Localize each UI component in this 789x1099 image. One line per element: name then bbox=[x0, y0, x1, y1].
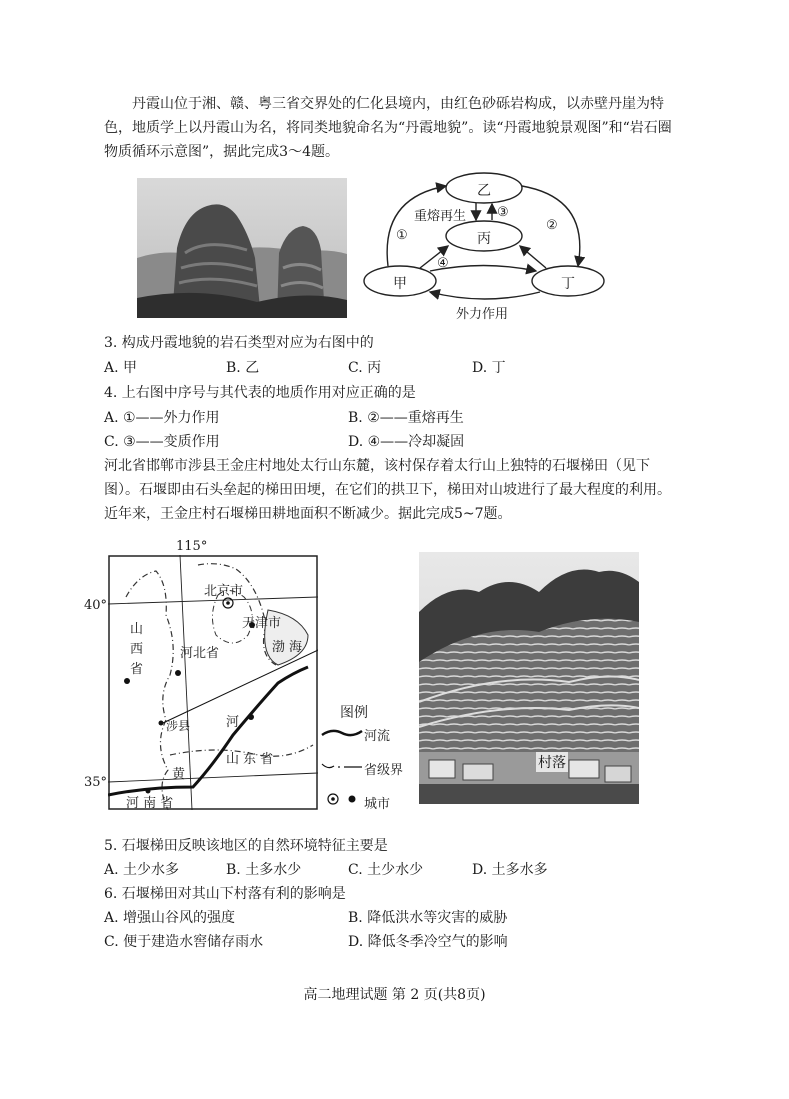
q3-option-a[interactable]: A. 甲 bbox=[104, 360, 138, 376]
intro-paragraph-1: 丹霞山位于湘、赣、粤三省交界处的仁化县境内，由红色砂砾岩构成，以赤壁丹崖为特色，地质学上以丹霞山为名，将同类地貌命名为“丹霞地貌”。读“丹霞地貌景观图”和“岩石圈物质循环示意图”，据此完成3～4题。 bbox=[104, 96, 672, 160]
map-lon-label: 115° bbox=[176, 539, 208, 554]
legend-border-label: 省级界 bbox=[364, 763, 404, 778]
q5-option-d[interactable]: D. 土多水多 bbox=[472, 862, 548, 878]
map-lat-35-label: 35° bbox=[84, 775, 108, 790]
arrow-1-label: ① bbox=[396, 228, 408, 243]
node-bing-label: 丙 bbox=[477, 231, 491, 247]
danxia-landscape-photo bbox=[137, 178, 347, 318]
legend-river-label: 河流 bbox=[364, 729, 391, 744]
photo-village-label: 村落 bbox=[536, 752, 568, 772]
q4-option-c[interactable]: C. ③——变质作用 bbox=[104, 434, 220, 450]
map-he-label: 河 bbox=[226, 715, 240, 730]
map-beijing-label: 北京市 bbox=[204, 584, 244, 599]
arrow-2-label: ② bbox=[546, 218, 558, 233]
map-shanxi-label-2: 西 bbox=[130, 642, 144, 657]
q3-option-b[interactable]: B. 乙 bbox=[226, 360, 260, 376]
external-force-label: 外力作用 bbox=[456, 307, 509, 322]
q4-option-b[interactable]: B. ②——重熔再生 bbox=[348, 410, 464, 426]
map-bohai-label-1: 渤 bbox=[272, 640, 286, 655]
node-jia-label: 甲 bbox=[393, 276, 407, 292]
q3-option-d[interactable]: D. 丁 bbox=[472, 360, 506, 376]
arrow-3-label: ③ bbox=[497, 205, 509, 220]
q5-stem: 5. 石堰梯田反映该地区的自然环境特征主要是 bbox=[104, 838, 388, 854]
page-footer: 高二地理试题 第 2 页(共8页) bbox=[303, 987, 486, 1003]
legend-city-label: 城市 bbox=[364, 797, 391, 812]
q5-option-a[interactable]: A. 土少水多 bbox=[104, 862, 180, 878]
map-hebei-label: 河北省 bbox=[180, 646, 220, 661]
q4-option-d[interactable]: D. ④——冷却凝固 bbox=[348, 434, 465, 450]
map-tianjin-label: 天津市 bbox=[242, 616, 282, 631]
remelt-label: 重熔再生 bbox=[414, 209, 467, 224]
q6-option-a[interactable]: A. 增强山谷风的强度 bbox=[104, 910, 236, 926]
intro-paragraph-2: 河北省邯郸市涉县王金庄村地处太行山东麓，该村保存着太行山上独特的石堰梯田（见下图）。石堰即由石头垒起的梯田田埂，在它们的拱卫下，梯田对山坡进行了最大程度的利用。近年来，王金庄村石堰梯田耕地面积不断减少。据此完成5~7题。 bbox=[104, 458, 671, 522]
q6-stem: 6. 石堰梯田对其山下村落有利的影响是 bbox=[104, 886, 346, 902]
map-shanxi-label-3: 省 bbox=[130, 662, 144, 677]
node-ding-label: 丁 bbox=[561, 276, 575, 292]
legend-border-symbol bbox=[320, 760, 364, 774]
node-yi-label: 乙 bbox=[477, 183, 491, 199]
map-shexian-label: 涉县 bbox=[166, 719, 191, 733]
legend-river-symbol bbox=[320, 726, 364, 740]
map-huang-label: 黄 bbox=[172, 767, 186, 782]
map-shanxi-label-1: 山 bbox=[130, 622, 144, 637]
map-bohai-label-2: 海 bbox=[289, 640, 303, 655]
q5-option-b[interactable]: B. 土多水少 bbox=[226, 862, 302, 878]
arrow-4-label: ④ bbox=[437, 256, 449, 271]
map-lat-40-label: 40° bbox=[84, 598, 108, 613]
q6-option-c[interactable]: C. 便于建造水窖储存雨水 bbox=[104, 934, 264, 950]
q3-option-c[interactable]: C. 丙 bbox=[348, 360, 382, 376]
terraced-fields-photo bbox=[419, 552, 639, 804]
map-shandong-label: 山 东 省 bbox=[226, 752, 274, 767]
q4-option-a[interactable]: A. ①——外力作用 bbox=[104, 410, 220, 426]
q3-stem: 3. 构成丹霞地貌的岩石类型对应为右图中的 bbox=[104, 335, 374, 351]
map-henan-label: 河 南 省 bbox=[126, 796, 174, 811]
legend-title: 图例 bbox=[340, 705, 368, 721]
q5-option-c[interactable]: C. 土少水少 bbox=[348, 862, 424, 878]
q4-stem: 4. 上右图中序号与其代表的地质作用对应正确的是 bbox=[104, 385, 416, 401]
legend-city-symbol bbox=[326, 792, 362, 806]
q6-option-d[interactable]: D. 降低冬季冷空气的影响 bbox=[348, 934, 508, 950]
q6-option-b[interactable]: B. 降低洪水等灾害的威胁 bbox=[348, 910, 508, 926]
